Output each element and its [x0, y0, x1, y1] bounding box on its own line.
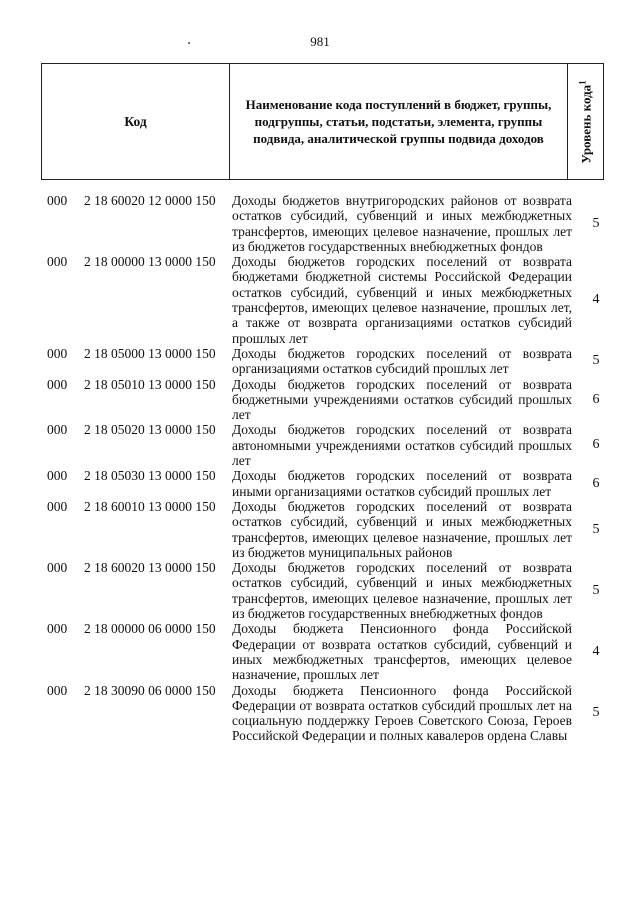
row-level: 5 — [592, 521, 600, 537]
row-group-code: 000 — [47, 345, 68, 361]
row-description: Доходы бюджетов городских поселений от возврата бюджетами бюджетной системы Российской Федерации остатков субсидий, субвенций и иных межбюджетных трансфертов, имеющих целевое назначение, прошлых лет, а также от возврата организациями остатков субсидий прошлых лет — [232, 254, 572, 346]
row-level: 5 — [592, 353, 600, 369]
row-budget-code: 2 18 05000 13 0000 150 — [84, 345, 216, 361]
row-level: 5 — [592, 582, 600, 598]
table-header — [41, 63, 604, 180]
row-group-code: 000 — [47, 422, 68, 438]
row-level: 6 — [592, 475, 600, 491]
row-group-code: 000 — [47, 193, 68, 208]
table-row — [0, 254, 640, 346]
row-group-code: 000 — [47, 498, 68, 514]
row-description: Доходы бюджета Пенсионного фонда Российской Федерации от возврата остатков субсидий, субвенций и иных межбюджетных трансфертов, имеющих целевое назначение, прошлых лет — [232, 621, 572, 683]
row-budget-code: 2 18 05010 13 0000 150 — [84, 376, 216, 392]
table-row — [0, 683, 640, 744]
header-level-cell — [568, 64, 603, 179]
row-budget-code: 2 18 00000 06 0000 150 — [84, 621, 216, 637]
row-group-code: 000 — [47, 254, 68, 270]
header-name: Наименование кода поступлений в бюджет, группы, подгруппы, статьи, подстатьи, элемента, группы подвида, аналитической группы подвида доходов — [230, 64, 568, 179]
row-description: Доходы бюджетов городских поселений от возврата остатков субсидий, субвенций и иных межбюджетных трансфертов, имеющих целевое назначение, прошлых лет из бюджетов муниципальных районов — [232, 498, 572, 560]
row-level: 5 — [592, 705, 600, 721]
table-row — [0, 193, 640, 254]
row-description: Доходы бюджетов городских поселений от возврата остатков субсидий, субвенций и иных межбюджетных трансфертов, имеющих целевое назначение, прошлых лет из бюджетов государственных внебюджетных фондов — [232, 560, 572, 622]
row-level: 4 — [592, 292, 600, 308]
row-group-code: 000 — [47, 621, 68, 637]
row-group-code: 000 — [47, 682, 68, 698]
row-level: 5 — [592, 215, 600, 231]
row-group-code: 000 — [47, 468, 68, 484]
page-number: 981 — [310, 34, 330, 49]
header-level-label: Уровень кода — [578, 84, 594, 164]
row-budget-code: 2 18 00000 13 0000 150 — [84, 254, 216, 270]
row-level: 6 — [592, 391, 600, 407]
header-level-footnote: 1 — [576, 79, 587, 85]
row-description: Доходы бюджетов городских поселений от возврата бюджетными учреждениями остатков субсидий прошлых лет — [232, 376, 572, 423]
row-budget-code: 2 18 60020 12 0000 150 — [84, 193, 216, 208]
scan-speck — [188, 42, 190, 44]
row-level: 4 — [592, 643, 600, 659]
row-budget-code: 2 18 60010 13 0000 150 — [84, 498, 216, 514]
table-row — [0, 377, 640, 423]
row-description: Доходы бюджета Пенсионного фонда Российской Федерации от возврата остатков субсидий прошлых лет на социальную поддержку Героев Советского Союза, Героев Российской Федерации и полных кавалеров ордена Славы — [232, 682, 572, 744]
header-code: Код — [42, 64, 230, 179]
table-row — [0, 346, 640, 377]
table-row — [0, 621, 640, 682]
table-row — [0, 499, 640, 560]
table-body — [0, 193, 640, 744]
row-budget-code: 2 18 05030 13 0000 150 — [84, 468, 216, 484]
table-row — [0, 560, 640, 621]
header-level — [577, 80, 594, 163]
row-description: Доходы бюджетов городских поселений от возврата автономными учреждениями остатков субсидий прошлых лет — [232, 422, 572, 469]
row-description: Доходы бюджетов городских поселений от возврата организациями остатков субсидий прошлых лет — [232, 345, 572, 377]
row-budget-code: 2 18 60020 13 0000 150 — [84, 560, 216, 576]
row-group-code: 000 — [47, 560, 68, 576]
row-group-code: 000 — [47, 376, 68, 392]
row-description: Доходы бюджетов внутригородских районов от возврата остатков субсидий, субвенций и иных межбюджетных трансфертов, имеющих целевое назначение, прошлых лет из бюджетов государственных внебюджетных фондов — [232, 193, 572, 254]
row-description: Доходы бюджетов городских поселений от возврата иными организациями остатков субсидий прошлых лет — [232, 468, 572, 499]
row-budget-code: 2 18 30090 06 0000 150 — [84, 682, 216, 698]
row-level: 6 — [592, 437, 600, 453]
table-row — [0, 422, 640, 468]
table-row — [0, 468, 640, 499]
row-budget-code: 2 18 05020 13 0000 150 — [84, 422, 216, 438]
